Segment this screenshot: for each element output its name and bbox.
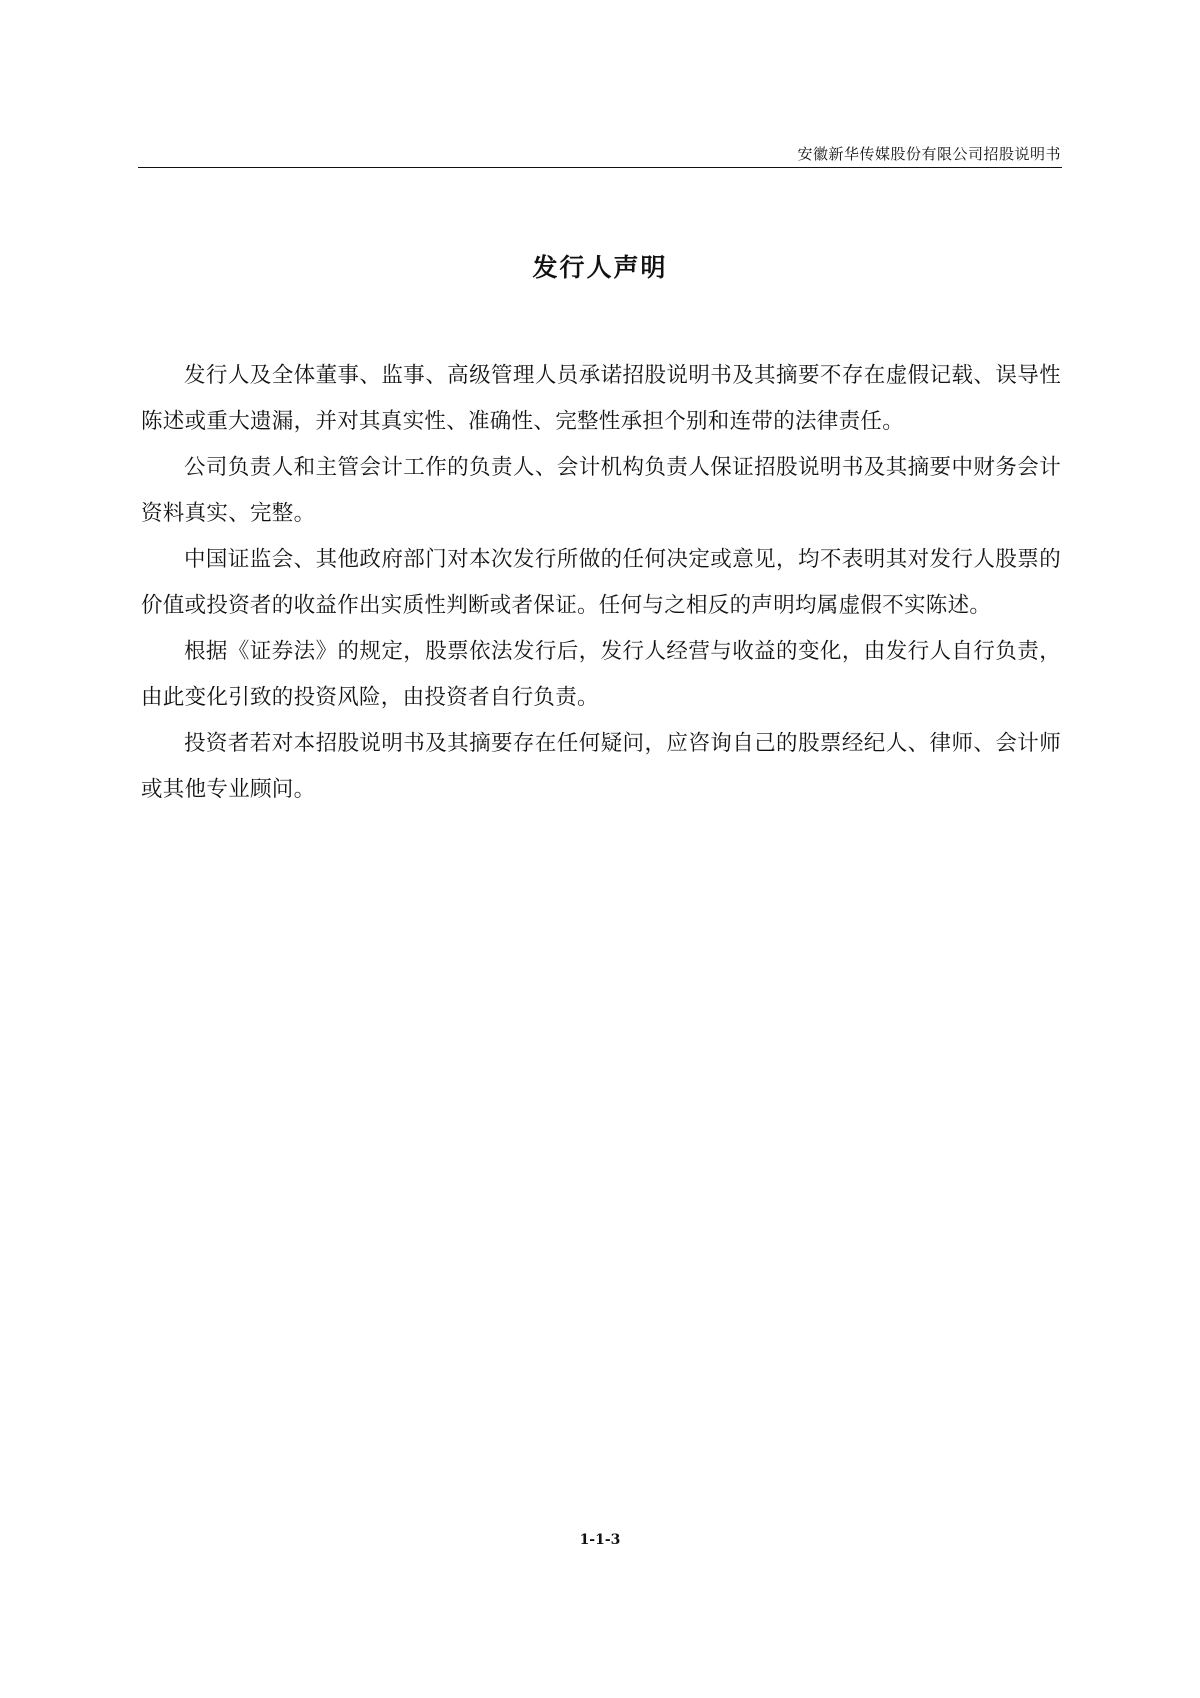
header-rule (138, 167, 1062, 168)
paragraph-1: 发行人及全体董事、监事、高级管理人员承诺招股说明书及其摘要不存在虚假记载、误导性陈述或重大遗漏，并对其真实性、准确性、完整性承担个别和连带的法律责任。 (141, 363, 1061, 434)
page-number: 1-1-3 (579, 1532, 621, 1548)
paragraph-5: 投资者若对本招股说明书及其摘要存在任何疑问，应咨询自己的股票经纪人、律师、会计师或其他专业顾问。 (141, 731, 1061, 802)
page-title: 发行人声明 (532, 253, 668, 282)
running-header: 安徽新华传媒股份有限公司招股说明书 (797, 145, 1061, 163)
paragraph-4: 根据《证券法》的规定，股票依法发行后，发行人经营与收益的变化，由发行人自行负责，由此变化引致的投资风险，由投资者自行负责。 (141, 639, 1061, 710)
paragraph-2: 公司负责人和主管会计工作的负责人、会计机构负责人保证招股说明书及其摘要中财务会计资料真实、完整。 (141, 455, 1061, 526)
paragraph-3: 中国证监会、其他政府部门对本次发行所做的任何决定或意见，均不表明其对发行人股票的价值或投资者的收益作出实质性判断或者保证。任何与之相反的声明均属虚假不实陈述。 (141, 547, 1061, 618)
document-body (141, 353, 1061, 813)
